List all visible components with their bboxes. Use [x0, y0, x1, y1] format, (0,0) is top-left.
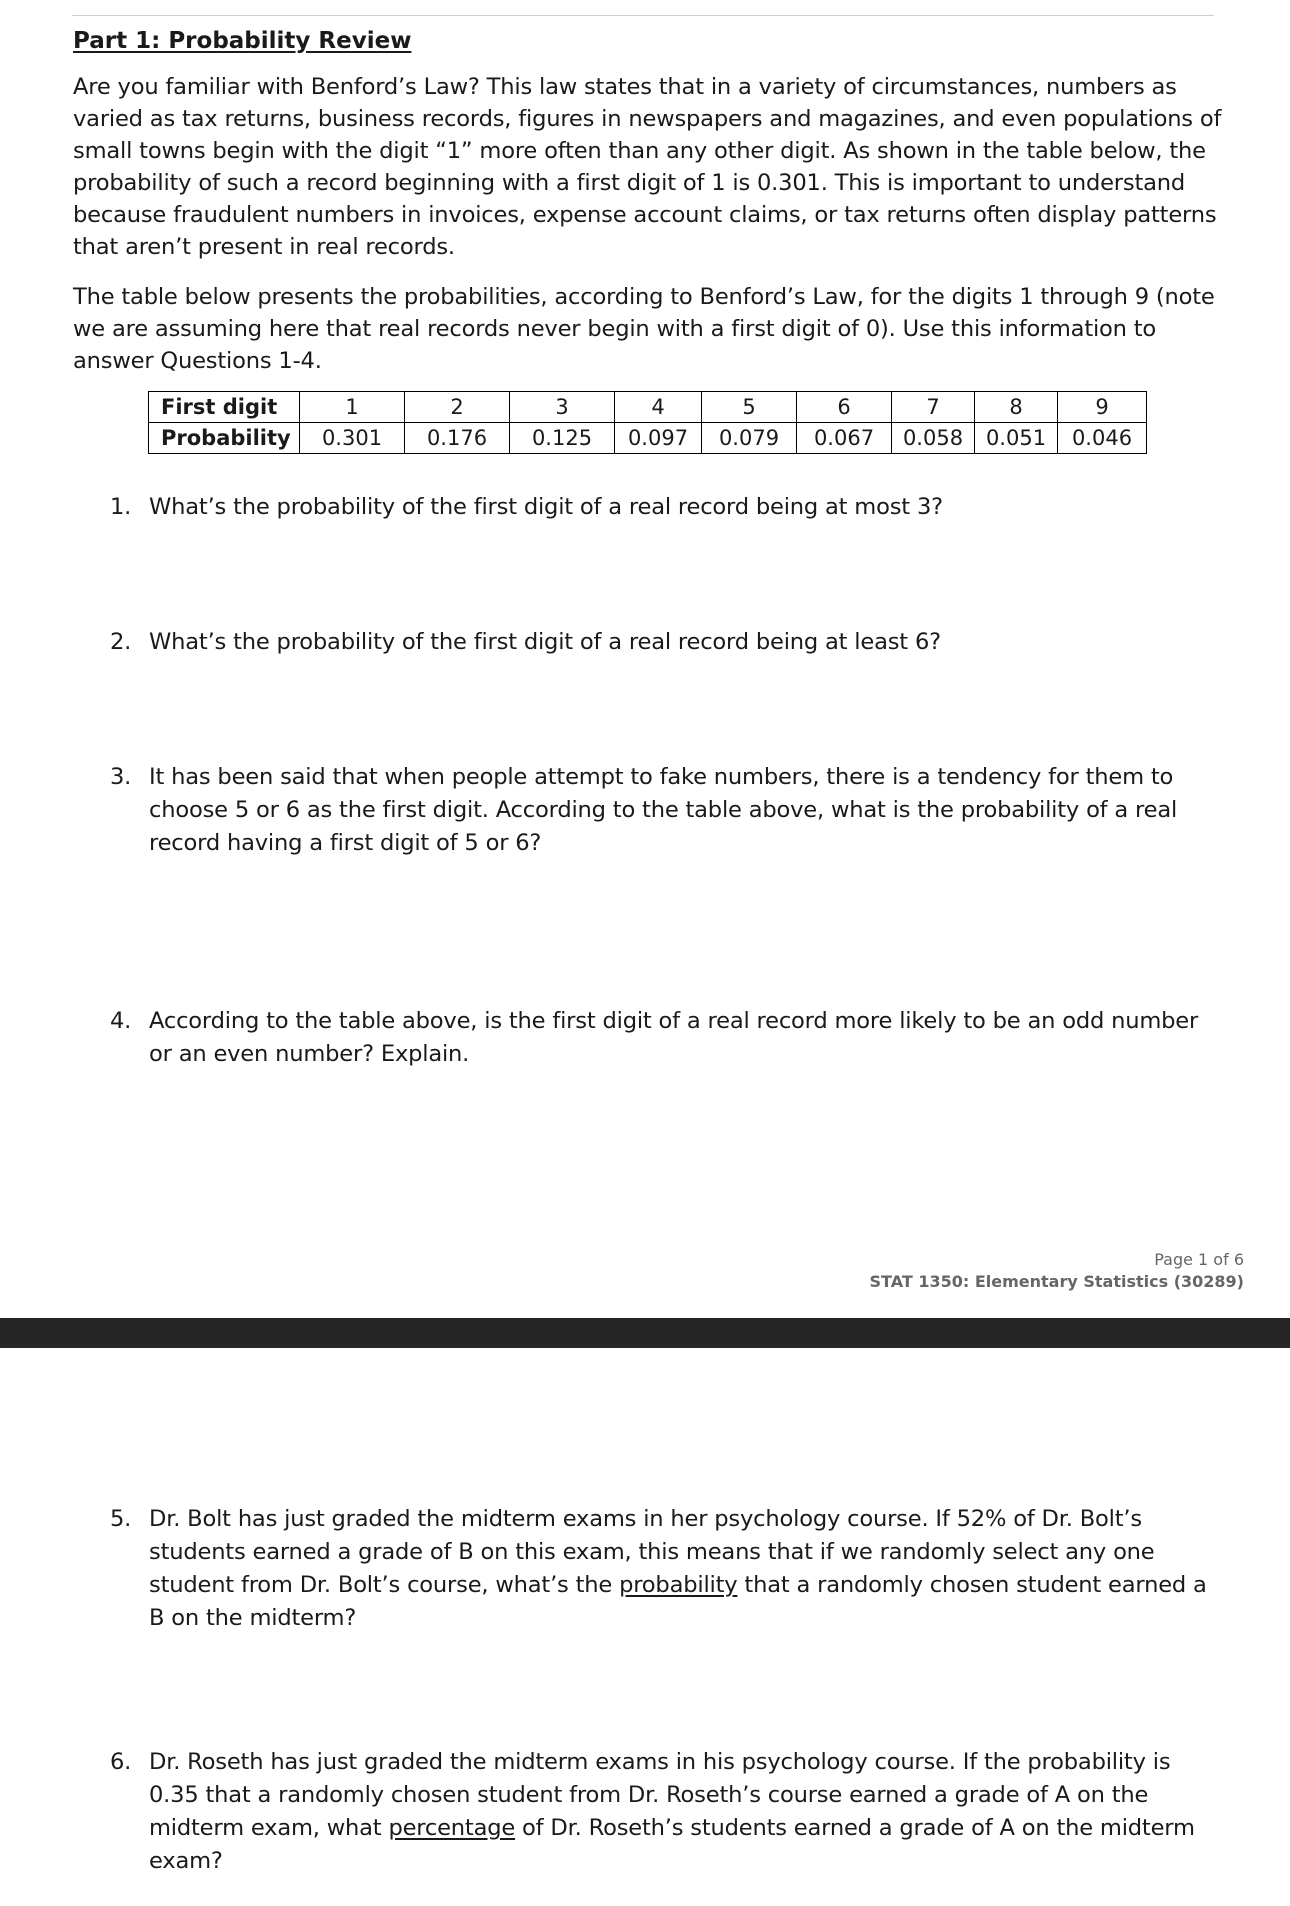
probability-cell: 0.058 [892, 423, 975, 454]
first-digit-row [149, 392, 1147, 423]
probability-row [149, 423, 1147, 454]
digit-cell: 8 [975, 392, 1058, 423]
question-text [149, 1746, 1220, 1878]
question-4 [110, 1005, 1220, 1071]
probability-cell: 0.176 [405, 423, 510, 454]
course-title: STAT 1350: Elementary Statistics (30289) [869, 1272, 1244, 1291]
digit-cell: 7 [892, 392, 975, 423]
probability-cell: 0.046 [1058, 423, 1147, 454]
question-3 [110, 761, 1220, 860]
question-number: 3. [110, 764, 132, 790]
question-number: 4. [110, 1008, 132, 1034]
benford-table [148, 391, 1147, 454]
probability-cell: 0.051 [975, 423, 1058, 454]
question-text: What’s the probability of the first digit of a real record being at least 6? [149, 629, 941, 655]
question-number: 5. [110, 1506, 132, 1532]
first-digit-label: First digit [149, 392, 300, 423]
question-text: According to the table above, is the first digit of a real record more likely to be an odd number or an even number? Explain. [149, 1008, 1199, 1067]
digit-cell: 4 [615, 392, 702, 423]
question-text [149, 1503, 1220, 1635]
probability-label: Probability [149, 423, 300, 454]
question-6 [110, 1746, 1220, 1878]
emphasized-word: percentage [388, 1815, 516, 1841]
digit-cell: 2 [405, 392, 510, 423]
digit-cell: 5 [702, 392, 797, 423]
question-text-end: that a randomly chosen student earned a B on the midterm? [149, 1572, 1207, 1631]
question-2 [110, 626, 1220, 659]
digit-cell: 9 [1058, 392, 1147, 423]
digit-cell: 1 [300, 392, 405, 423]
question-1 [110, 491, 1220, 524]
probability-cell: 0.097 [615, 423, 702, 454]
question-5 [110, 1503, 1220, 1635]
question-text-start: Dr. Roseth has just graded the midterm exams in his psychology course. If the probability is 0.35 that a randomly chosen student from Dr. Roseth’s course earned a grade of A on the midterm exam, what [149, 1749, 1171, 1841]
section-heading: Part 1: Probability Review [73, 28, 412, 54]
top-rule [72, 15, 1214, 16]
emphasized-word: probability [619, 1572, 738, 1598]
probability-cell: 0.125 [510, 423, 615, 454]
question-number: 2. [110, 629, 132, 655]
probability-cell: 0.067 [797, 423, 892, 454]
table-intro-paragraph: The table below presents the probabilities, according to Benford’s Law, for the digits 1 through 9 (note we are assuming here that real records never begin with a first digit of 0). Use this information to answer Questions 1-4. [73, 284, 1215, 374]
page-break-bar [0, 1318, 1290, 1348]
question-text: What’s the probability of the first digit of a real record being at most 3? [149, 494, 943, 520]
question-text-start: Dr. Bolt has just graded the midterm exams in her psychology course. If 52% of Dr. Bolt’s students earned a grade of B on this exam, this means that if we randomly select any one student from Dr. Bolt’s course, what’s the [149, 1506, 1155, 1598]
digit-cell: 3 [510, 392, 615, 423]
probability-cell: 0.301 [300, 423, 405, 454]
digit-cell: 6 [797, 392, 892, 423]
page-number: Page 1 of 6 [1154, 1250, 1244, 1269]
question-number: 1. [110, 494, 132, 520]
question-text-end: of Dr. Roseth’s students earned a grade of A on the midterm exam? [149, 1815, 1195, 1874]
intro-paragraph: Are you familiar with Benford’s Law? This law states that in a variety of circumstances, numbers as varied as tax returns, business records, figures in newspapers and magazines, and even populations of small towns begin with the digit “1” more often than any other digit. As shown in the table below, the probability of such a record beginning with a first digit of 1 is 0.301. This is important to understand because fraudulent numbers in invoices, expense account claims, or tax returns often display patterns that aren’t present in real records. [73, 74, 1222, 260]
probability-cell: 0.079 [702, 423, 797, 454]
question-text: It has been said that when people attempt to fake numbers, there is a tendency for them to choose 5 or 6 as the first digit. According to the table above, what is the probability of a real record having a first digit of 5 or 6? [149, 764, 1178, 856]
question-number: 6. [110, 1749, 132, 1775]
